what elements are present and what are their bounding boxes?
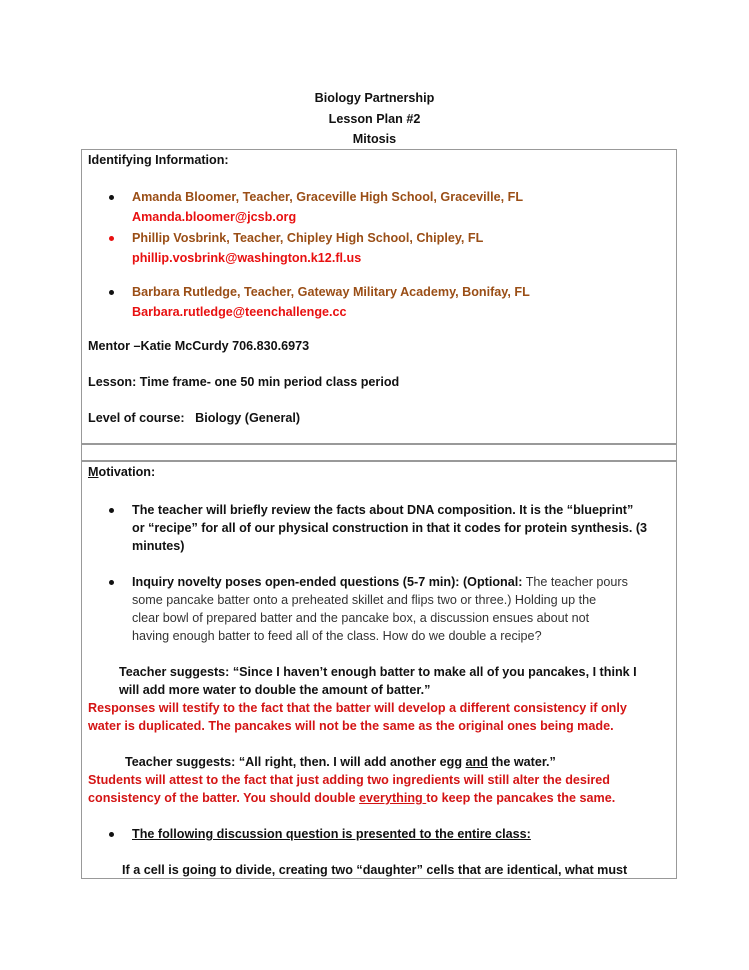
person-email[interactable]: phillip.vosbrink@washington.k12.fl.us: [132, 251, 362, 265]
bullet2-line: clear bowl of prepared batter and the pancake box, a discussion ensues about not: [132, 611, 590, 625]
person-info: Phillip Vosbrink, Teacher, Chipley High School, Chipley, FL: [132, 231, 484, 245]
heading-initial: M: [88, 465, 99, 479]
response-1: water is duplicated. The pancakes will not be the same as the original ones being made.: [88, 719, 614, 733]
document-header: [0, 88, 749, 150]
lesson-number: Lesson Plan #2: [328, 111, 421, 126]
text: consistency of the batter. You should double: [88, 791, 360, 805]
discussion-question: If a cell is going to divide, creating two “daughter” cells that are identical, what must: [122, 863, 628, 877]
person-email[interactable]: Amanda.bloomer@jcsb.org: [132, 210, 297, 224]
bullet-icon: [109, 195, 114, 200]
lesson-timeframe: Lesson: Time frame- one 50 min period class period: [88, 375, 400, 389]
bullet2-line: some pancake batter onto a preheated skillet and flips two or three.) Holding up the: [132, 593, 597, 607]
course-level: [88, 409, 300, 427]
course-level-value: Biology (General): [195, 411, 301, 425]
heading-rest: otivation:: [98, 465, 156, 479]
bullet-icon: [109, 236, 114, 241]
teacher-suggestion-2: [125, 753, 556, 771]
discussion-bullet: The following discussion question is presented to the entire class:: [132, 827, 531, 841]
mentor-line: Mentor –Katie McCurdy 706.830.6973: [88, 339, 310, 353]
response-1: Responses will testify to the fact that the batter will develop a different consistency if only: [88, 701, 627, 715]
emphasis: everything: [359, 791, 427, 805]
bullet-icon: [109, 580, 114, 585]
course-level-label: Level of course:: [88, 411, 185, 425]
text: Teacher suggests: “All right, then. I will add another egg: [125, 755, 466, 769]
bullet2-line: having enough batter to feed all of the class. How do we double a recipe?: [132, 629, 542, 643]
bullet2-rest: The teacher pours: [522, 575, 628, 589]
bullet1-line: The teacher will briefly review the facts about DNA composition. It is the “blueprint”: [132, 503, 634, 517]
bullet-icon: [109, 832, 114, 837]
bullet2-bold: Inquiry novelty poses open-ended questions (5-7 min): (Optional:: [132, 575, 523, 589]
bullet1-line: or “recipe” for all of our physical construction in that it codes for protein synthesis. (3: [132, 521, 648, 535]
bullet2-line: [132, 573, 628, 591]
person-info: Amanda Bloomer, Teacher, Graceville High School, Graceville, FL: [132, 190, 524, 204]
text: to keep the pancakes the same.: [426, 791, 616, 805]
text: the water.”: [487, 755, 556, 769]
teacher-suggestion-1: Teacher suggests: “Since I haven’t enough batter to make all of you pancakes, I think I: [119, 665, 637, 679]
teacher-suggestion-1: will add more water to double the amount of batter.”: [119, 683, 431, 697]
bullet-icon: [109, 508, 114, 513]
program-title: Biology Partnership: [314, 91, 435, 105]
bullet-icon: [109, 290, 114, 295]
identifying-heading: Identifying Information:: [88, 153, 229, 167]
response-2: Students will attest to the fact that just adding two ingredients will still alter the desired: [88, 773, 611, 787]
response-2: [88, 789, 615, 807]
lesson-topic: Mitosis: [352, 132, 397, 146]
person-email[interactable]: Barbara.rutledge@teenchallenge.cc: [132, 305, 347, 319]
motivation-heading: [88, 463, 155, 481]
bullet1-line: minutes): [132, 539, 185, 553]
person-info: Barbara Rutledge, Teacher, Gateway Military Academy, Bonifay, FL: [132, 285, 530, 299]
emphasis: and: [465, 755, 488, 769]
